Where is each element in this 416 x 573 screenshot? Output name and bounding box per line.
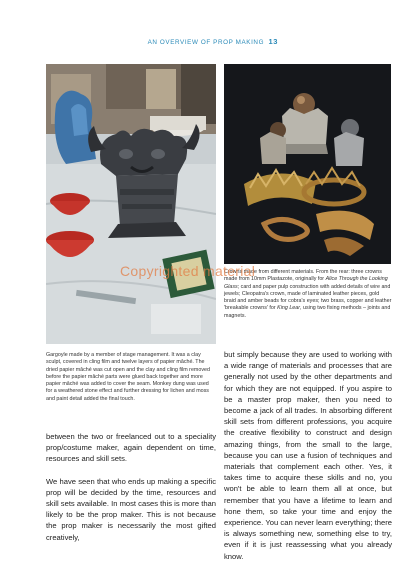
crowns-photo — [224, 64, 391, 264]
gargoyle-photo — [46, 64, 216, 344]
caption-text: Crowns made from different materials. From the rear: three crowns made from 10mm Plastazote, originally for — [224, 269, 382, 283]
paragraph: between the two or freelanced out to a speciality prop/costume maker, again dependent on time, resources and skill sets. — [46, 432, 216, 464]
paragraph: but simply because they are used to working with a wide range of materials and processes that are generally not used by the other departments and for which they are not equipped. If you aspire to be a master prop maker, then you need to become a jack of all trades. In absorbing different skill sets from different professions, you acquire the creative flexibility to construct and design amazing things, from the small to the large, because you can use a fusion of techniques and materials that complement each other. Yes, it takes time to acquire these skills and no, you won't be able to learn them all at once, but remember that you have a lifetime to learn and hone them, so take your time and enjoy the experience. You can never learn everything; there is always something new, something else to try, even if it is just reassessing what you already know. — [224, 350, 392, 561]
copyright-watermark: Copyrighted material — [120, 263, 256, 279]
page-number: 13 — [268, 37, 278, 46]
caption-title-lear: King Lear — [277, 305, 301, 312]
paragraph: We have seen that who ends up making a specific prop will be decided by the time, resources and skill sets available. In most cases this is more than likely to be the prop maker. This is not because the prop maker is necessarily the most gifted creatively, — [46, 476, 216, 542]
running-header — [148, 37, 278, 46]
gargoyle-illustration — [46, 64, 216, 344]
section-title: AN OVERVIEW OF PROP MAKING — [147, 39, 265, 46]
caption-text: ; card and paper pulp construction with added details of wire and jewels; Cleopatra's crown, made of laminated leather pieces, gold braid and amber beads for cobra's eyes; two brass, copper and leather 'breakable crowns' for — [224, 283, 392, 312]
caption-title-alice: Alice Through the Looking Glass — [224, 276, 388, 290]
body-column-left — [46, 431, 216, 554]
body-column-right — [224, 349, 392, 573]
gargoyle-caption: Gargoyle made by a member of stage management. It was a clay sculpt, covered in cling film and twelve layers of papier mâché. The dried papier mâché was cut open and the clay and cling film removed before the papier mâché parts were glued back together and more papier mâché was added to cover the seam. Monkey dung was used for a weathered stone effect and further dressing for lichen and moss and paint detail added the final touch. — [46, 352, 210, 402]
crowns-illustration — [224, 64, 391, 264]
caption-text: , using two fixing methods – joints and magnets. — [224, 305, 391, 319]
